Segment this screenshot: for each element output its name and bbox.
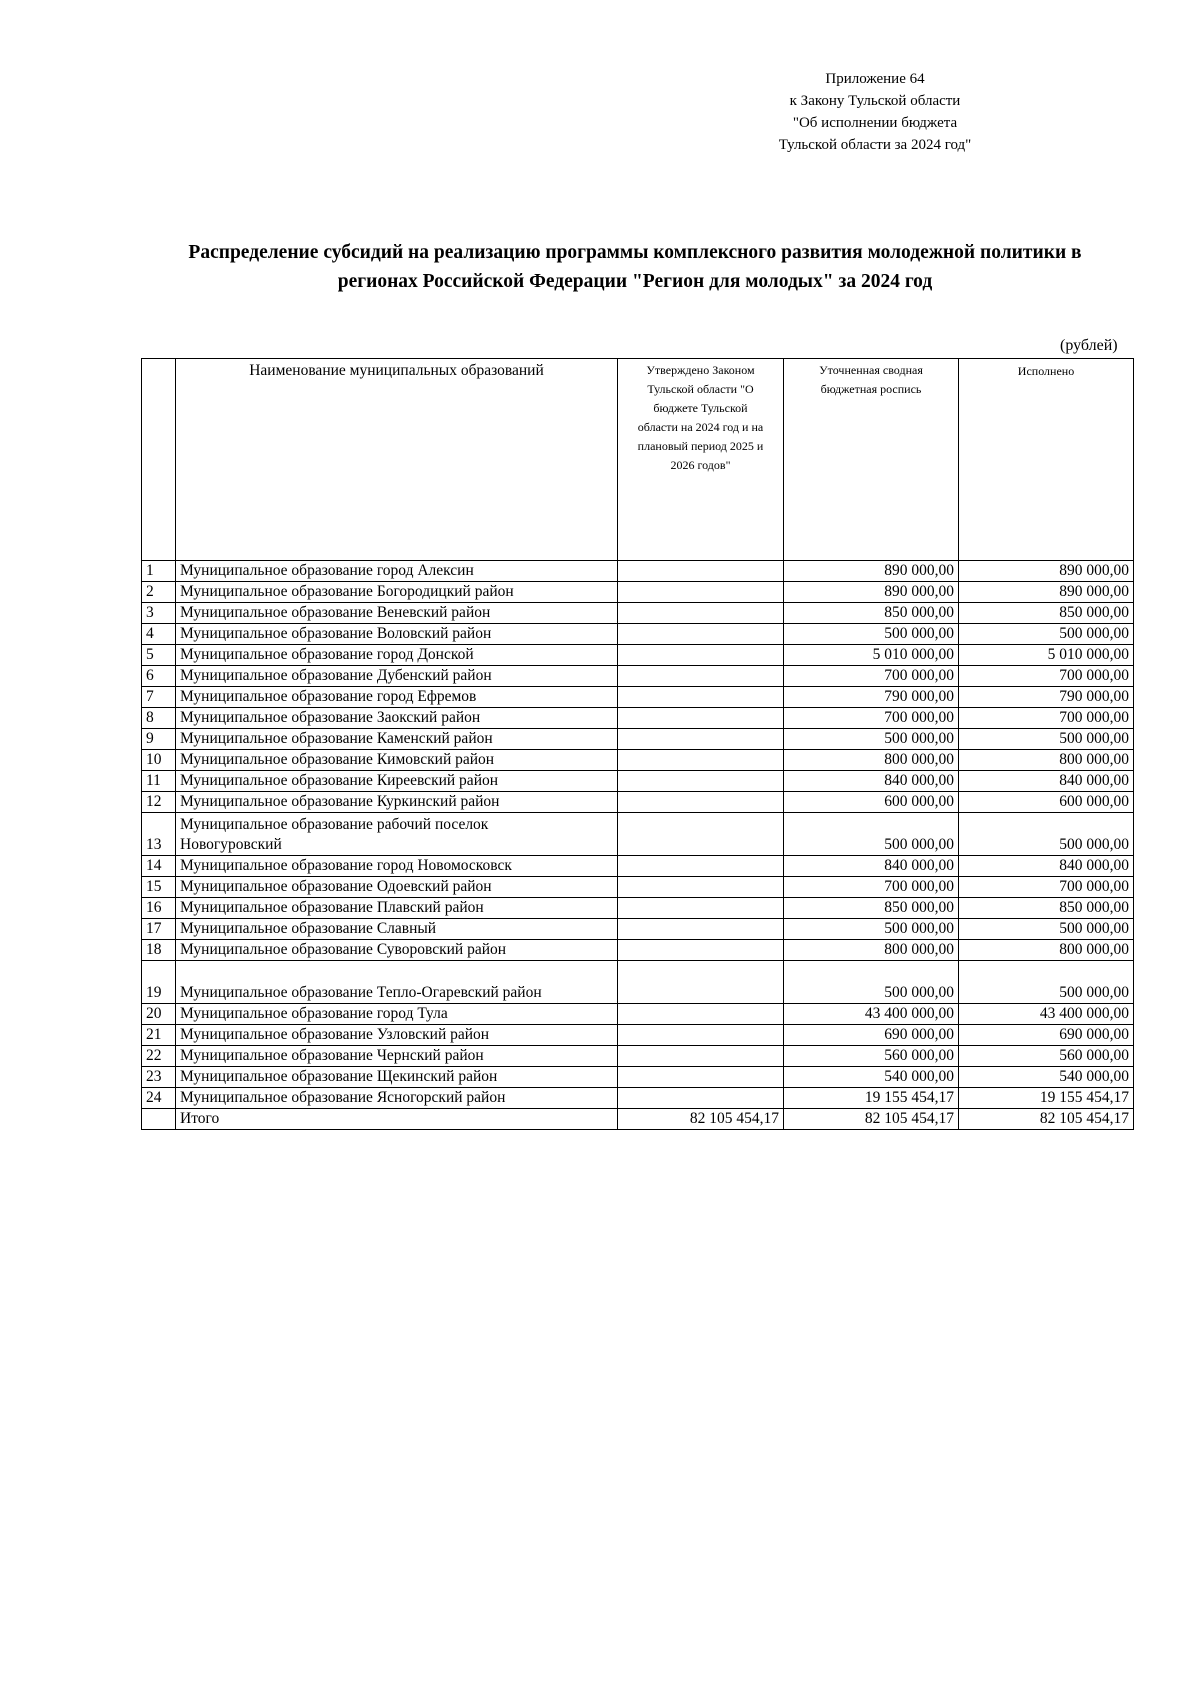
table-row [142,582,1134,603]
row-number: 13 [142,813,176,856]
executed-amount: 700 000,00 [959,666,1134,687]
executed-total: 82 105 454,17 [959,1109,1134,1130]
units-label: (рублей) [1060,337,1118,354]
refined-amount: 800 000,00 [784,750,959,771]
approved-amount [618,666,784,687]
subsidy-table [141,358,1134,1130]
municipality-name: Муниципальное образование Щекинский район [176,1067,618,1088]
approved-amount [618,919,784,940]
refined-amount: 500 000,00 [784,729,959,750]
approved-amount [618,856,784,877]
approved-amount [618,813,784,856]
municipality-name-line: Новогуровский [180,836,282,853]
refined-amount: 600 000,00 [784,792,959,813]
approved-amount [618,624,784,645]
executed-amount: 500 000,00 [959,729,1134,750]
table-row [142,603,1134,624]
table-row [142,771,1134,792]
table-body [142,561,1134,1130]
refined-amount: 5 010 000,00 [784,645,959,666]
row-number: 17 [142,919,176,940]
municipality-name: Муниципальное образование Богородицкий район [176,582,618,603]
municipality-name: Муниципальное образование Киреевский район [176,771,618,792]
municipality-name: Муниципальное образование Ясногорский район [176,1088,618,1109]
approved-amount [618,940,784,961]
approved-amount [618,1088,784,1109]
table-row [142,1004,1134,1025]
refined-amount: 890 000,00 [784,582,959,603]
municipality-name: Муниципальное образование Славный [176,919,618,940]
row-number: 23 [142,1067,176,1088]
municipality-name: Муниципальное образование Одоевский район [176,877,618,898]
executed-amount: 840 000,00 [959,856,1134,877]
table-row [142,708,1134,729]
table-header-row [142,359,1134,561]
approved-amount [618,729,784,750]
executed-amount: 500 000,00 [959,961,1134,1004]
header-num [142,359,176,561]
row-number: 7 [142,687,176,708]
refined-amount: 700 000,00 [784,708,959,729]
executed-amount: 850 000,00 [959,898,1134,919]
refined-amount: 19 155 454,17 [784,1088,959,1109]
table-row [142,645,1134,666]
header-name: Наименование муниципальных образований [176,359,618,561]
table-row [142,792,1134,813]
table-row [142,729,1134,750]
row-number: 8 [142,708,176,729]
executed-amount: 500 000,00 [959,919,1134,940]
executed-amount: 890 000,00 [959,582,1134,603]
row-number: 10 [142,750,176,771]
municipality-name: Муниципальное образование город Алексин [176,561,618,582]
executed-amount: 850 000,00 [959,603,1134,624]
appendix-line: Приложение 64 [825,71,925,87]
table-row [142,813,1134,856]
refined-amount: 700 000,00 [784,666,959,687]
total-row [142,1109,1134,1130]
row-number: 22 [142,1046,176,1067]
executed-amount: 840 000,00 [959,771,1134,792]
refined-amount: 690 000,00 [784,1025,959,1046]
approved-amount [618,708,784,729]
refined-amount: 43 400 000,00 [784,1004,959,1025]
approved-amount [618,1067,784,1088]
executed-amount: 5 010 000,00 [959,645,1134,666]
table-row [142,666,1134,687]
row-number: 12 [142,792,176,813]
executed-amount: 800 000,00 [959,750,1134,771]
approved-amount [618,645,784,666]
table-row [142,624,1134,645]
table-row [142,687,1134,708]
row-number: 24 [142,1088,176,1109]
executed-amount: 890 000,00 [959,561,1134,582]
executed-amount: 560 000,00 [959,1046,1134,1067]
refined-amount: 850 000,00 [784,898,959,919]
approved-amount [618,792,784,813]
refined-amount: 560 000,00 [784,1046,959,1067]
refined-amount: 500 000,00 [784,961,959,1004]
table-row [142,940,1134,961]
row-number: 14 [142,856,176,877]
table-row [142,1088,1134,1109]
row-number: 6 [142,666,176,687]
executed-amount: 700 000,00 [959,708,1134,729]
refined-amount: 500 000,00 [784,813,959,856]
approved-amount [618,1004,784,1025]
refined-amount: 540 000,00 [784,1067,959,1088]
approved-amount [618,961,784,1004]
row-number: 1 [142,561,176,582]
municipality-name: Муниципальное образование Тепло-Огаревский район [176,961,618,1004]
executed-amount: 690 000,00 [959,1025,1134,1046]
row-number: 11 [142,771,176,792]
table-row [142,561,1134,582]
header-refined: Уточненная сводная бюджетная роспись [784,359,959,561]
executed-amount: 43 400 000,00 [959,1004,1134,1025]
municipality-name: Муниципальное образование Плавский район [176,898,618,919]
row-number: 5 [142,645,176,666]
refined-amount: 700 000,00 [784,877,959,898]
municipality-name: Муниципальное образование Чернский район [176,1046,618,1067]
municipality-name: Муниципальное образование город Донской [176,645,618,666]
table-row [142,856,1134,877]
municipality-name: Муниципальное образование город Новомосковск [176,856,618,877]
municipality-name: Муниципальное образование Веневский район [176,603,618,624]
executed-amount: 600 000,00 [959,792,1134,813]
refined-amount: 500 000,00 [784,624,959,645]
row-number: 19 [142,961,176,1004]
municipality-name: Муниципальное образование Суворовский район [176,940,618,961]
row-number: 2 [142,582,176,603]
appendix-line: Тульской области за 2024 год" [778,137,972,153]
executed-amount: 800 000,00 [959,940,1134,961]
table-row [142,961,1134,1004]
row-number: 15 [142,877,176,898]
row-number: 4 [142,624,176,645]
municipality-name [176,813,618,856]
approved-amount [618,687,784,708]
refined-amount: 850 000,00 [784,603,959,624]
refined-amount: 790 000,00 [784,687,959,708]
refined-amount: 800 000,00 [784,940,959,961]
row-number: 16 [142,898,176,919]
approved-amount [618,561,784,582]
executed-amount: 500 000,00 [959,624,1134,645]
approved-amount [618,877,784,898]
table-row [142,898,1134,919]
approved-total: 82 105 454,17 [618,1109,784,1130]
appendix-line: "Об исполнении бюджета [792,115,958,131]
approved-amount [618,1046,784,1067]
executed-amount: 540 000,00 [959,1067,1134,1088]
row-number: 9 [142,729,176,750]
executed-amount: 19 155 454,17 [959,1088,1134,1109]
municipality-name: Муниципальное образование Воловский район [176,624,618,645]
municipality-name: Муниципальное образование город Ефремов [176,687,618,708]
row-number: 18 [142,940,176,961]
table-row [142,750,1134,771]
table-row [142,1025,1134,1046]
row-number [142,1109,176,1130]
appendix-note [720,68,1030,156]
table-row [142,877,1134,898]
refined-total: 82 105 454,17 [784,1109,959,1130]
municipality-name: Муниципальное образование Дубенский район [176,666,618,687]
table-row [142,1046,1134,1067]
municipality-name: Муниципальное образование Заокский район [176,708,618,729]
refined-amount: 840 000,00 [784,771,959,792]
approved-amount [618,771,784,792]
row-number: 20 [142,1004,176,1025]
appendix-line: к Закону Тульской области [789,93,961,109]
refined-amount: 840 000,00 [784,856,959,877]
header-approved: Утверждено Законом Тульской области "О бюджете Тульской области на 2024 год и на плановый период 2025 и 2026 годов" [618,359,784,561]
document-title [140,238,1130,296]
approved-amount [618,898,784,919]
title-line: Распределение субсидий на реализацию программы комплексного развития молодежной политики в [188,242,1082,263]
row-number: 3 [142,603,176,624]
refined-amount: 890 000,00 [784,561,959,582]
header-executed: Исполнено [959,359,1134,561]
total-label: Итого [176,1109,618,1130]
executed-amount: 500 000,00 [959,813,1134,856]
municipality-name: Муниципальное образование Куркинский район [176,792,618,813]
executed-amount: 790 000,00 [959,687,1134,708]
executed-amount: 700 000,00 [959,877,1134,898]
row-number: 21 [142,1025,176,1046]
refined-amount: 500 000,00 [784,919,959,940]
municipality-name: Муниципальное образование Каменский район [176,729,618,750]
municipality-name: Муниципальное образование город Тула [176,1004,618,1025]
approved-amount [618,582,784,603]
table-row [142,1067,1134,1088]
municipality-name: Муниципальное образование Кимовский район [176,750,618,771]
approved-amount [618,1025,784,1046]
table-row [142,919,1134,940]
approved-amount [618,750,784,771]
municipality-name-line: Муниципальное образование рабочий поселок [180,816,489,833]
municipality-name: Муниципальное образование Узловский район [176,1025,618,1046]
title-line: регионах Российской Федерации "Регион для молодых" за 2024 год [337,271,933,292]
approved-amount [618,603,784,624]
